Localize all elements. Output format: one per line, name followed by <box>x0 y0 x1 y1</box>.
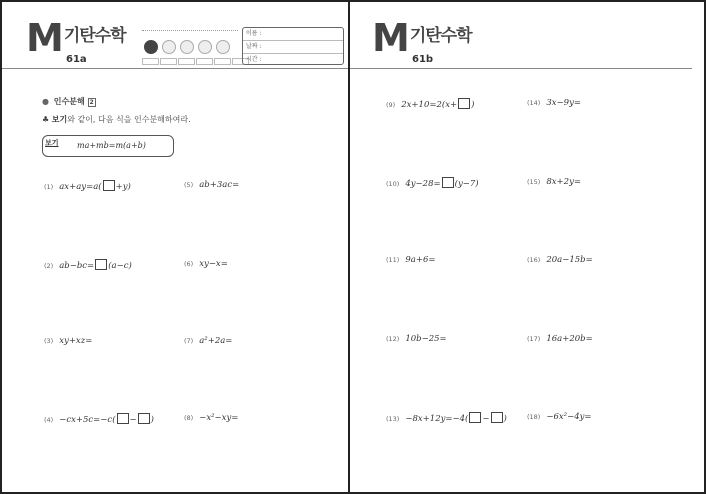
example-expression: ma+mb=m(a+b) <box>77 141 146 150</box>
logo-letter: M <box>372 16 408 60</box>
answer-box[interactable] <box>103 180 115 191</box>
page-code: 61a <box>66 54 87 65</box>
answer-box[interactable] <box>117 413 129 424</box>
header-rule <box>350 68 692 69</box>
problem: (10) 4y−28= (y−7) <box>386 179 479 189</box>
problem: (1) ax+ay=a( +y) <box>44 182 131 192</box>
page-code: 61b <box>412 54 434 65</box>
tiny-boxes <box>142 58 249 65</box>
problem: (3) xy+xz= <box>44 336 93 346</box>
time-row: 시간 : <box>246 56 262 63</box>
grade-circle-icon <box>180 40 194 54</box>
date-row: 날짜 : <box>243 41 343 54</box>
answer-box[interactable] <box>95 259 107 270</box>
header-meta <box>142 30 238 66</box>
problem: (5) ab+3ac= <box>184 180 240 190</box>
problem: (17) 16a+20b= <box>527 334 593 344</box>
answer-box[interactable] <box>458 98 470 109</box>
answer-box[interactable] <box>469 412 481 423</box>
example-label: 보기 <box>45 139 59 147</box>
problem: (11) 9a+6= <box>386 255 436 265</box>
problem: (9) 2x+10=2(x+ ) <box>386 100 475 110</box>
instruction: ♣ 보기와 같이, 다음 식을 인수분해하여라. <box>42 115 191 124</box>
grade-circle-icon <box>144 40 158 54</box>
page-61a <box>2 2 348 492</box>
page-61b <box>350 2 706 492</box>
grade-circle-icon <box>162 40 176 54</box>
problem: (4) −cx+5c=−c( − ) <box>44 415 154 425</box>
problem: (18) −6x²−4y= <box>527 412 592 422</box>
grade-circles <box>144 40 230 54</box>
answer-box[interactable] <box>491 412 503 423</box>
header-dotted-line <box>142 30 238 35</box>
grade-circle-icon <box>216 40 230 54</box>
logo-text: 기탄수학 <box>409 26 472 46</box>
answer-box[interactable] <box>138 413 150 424</box>
section-title: ● 인수분해 2 <box>42 97 94 106</box>
problem: (2) ab−bc= (a−c) <box>44 261 132 271</box>
problem: (13) −8x+12y=−4( − ) <box>386 414 507 424</box>
grade-circle-icon <box>198 40 212 54</box>
problem: (12) 10b−25= <box>386 334 447 344</box>
problem: (15) 8x+2y= <box>527 177 581 187</box>
problem: (16) 20a−15b= <box>527 255 593 265</box>
header-rule <box>2 68 348 69</box>
problem: (7) a²+2a= <box>184 336 233 346</box>
answer-box[interactable] <box>442 177 454 188</box>
problem: (8) −x²−xy= <box>184 413 239 423</box>
bullet-icon: ● <box>42 97 49 106</box>
name-row: 이름 : <box>243 28 343 41</box>
example-box <box>42 135 174 157</box>
name-date-box <box>242 27 344 65</box>
section-number: 2 <box>89 99 94 106</box>
problem: (14) 3x−9y= <box>527 98 581 108</box>
logo-text: 기탄수학 <box>63 26 126 46</box>
logo-letter: M <box>26 16 62 60</box>
problem: (6) xy−x= <box>184 259 228 269</box>
club-icon: ♣ <box>42 115 50 124</box>
